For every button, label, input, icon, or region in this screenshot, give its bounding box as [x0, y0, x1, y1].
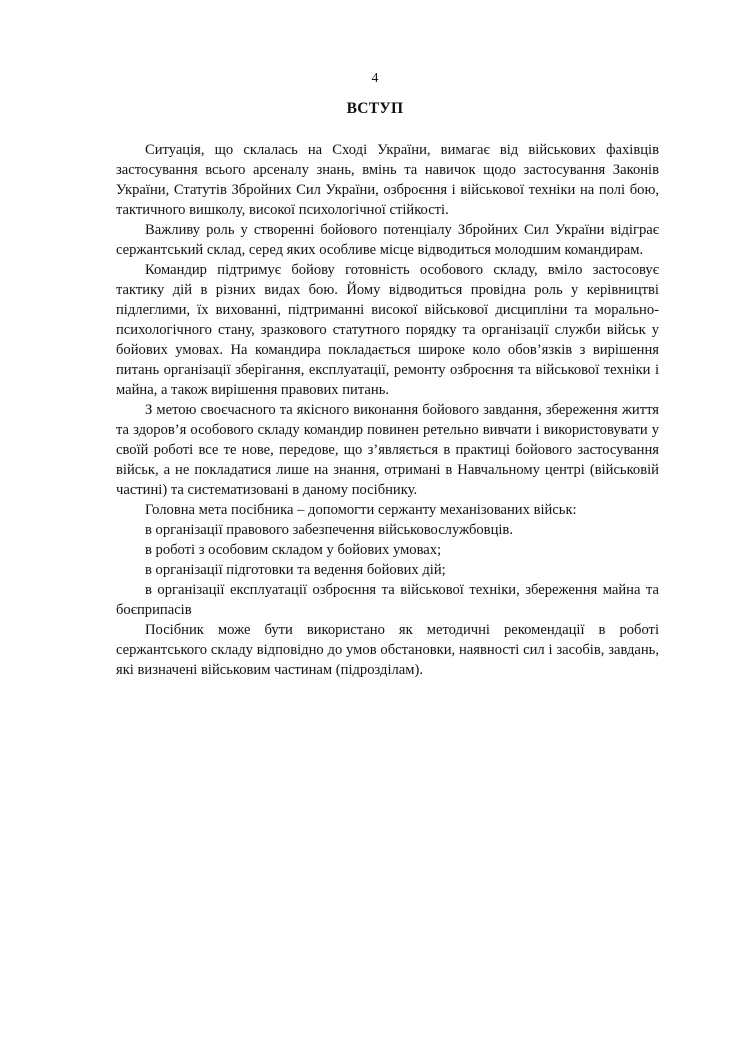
paragraph-main-goal: Головна мета посібника – допомогти сержанту механізованих військ: — [145, 502, 577, 518]
paragraph-situation: Ситуація, що склалась на Сході України, вимагає від військових фахівців застосування всього арсеналу знань, вмінь та навичок щодо застосування Законів України, Статутів Збройних Сил України, озброєння і військової техніки на полі бою, тактичного вишколу, високої психологічної стійкості. — [116, 142, 659, 218]
section-heading: ВСТУП — [346, 100, 404, 117]
list-item-combat-preparation: в організації підготовки та ведення бойових дій; — [145, 562, 446, 578]
paragraph-sergeant-role: Важливу роль у створенні бойового потенціалу Збройних Сил України відіграє сержантський склад, серед яких особливе місце відводиться молодшим командирам. — [116, 222, 659, 258]
body-text — [116, 140, 659, 680]
paragraph-usage-recommendations: Посібник може бути використано як методичні рекомендації в роботі сержантського складу відповідно до умов обстановки, наявності сил і засобів, завдань, які визначені військовим частинам (підрозділам). — [116, 622, 659, 678]
list-item-equipment-operation: в організації експлуатації озброєння та військової техніки, збереження майна та боєприпасів — [116, 582, 659, 618]
paragraph-purpose-of-study: З метою своєчасного та якісного виконання бойового завдання, збереження життя та здоров’я особового складу командир повинен ретельно вивчати і використовувати у своїй роботі все те нове, передове, що з’являється в практиці бойового застосування військ, а не покладатися лише на знання, отримані в Навчальному центрі (військовій частині) та систематизовані в даному посібнику. — [116, 402, 659, 498]
page-number: 4 — [371, 70, 379, 85]
paragraph-commander-duties: Командир підтримує бойову готовність особового складу, вміло застосовує тактику дій в різних видах бою. Йому відводиться провідна роль у керівництві підлеглими, їх вихованні, підтриманні високої військової дисципліни та морально-психологічного стану, зразкового статутного порядку та організації служби військ у бойових умовах. На командира покладається широке коло обов’язків з вирішення питань організації зберігання, експлуатації, ремонту озброєння та військової техніки і майна, а також вирішення правових питань. — [116, 262, 659, 398]
list-item-personnel-work: в роботі з особовим складом у бойових умовах; — [145, 542, 442, 558]
list-item-legal-support: в організації правового забезпечення військовослужбовців. — [145, 522, 513, 538]
